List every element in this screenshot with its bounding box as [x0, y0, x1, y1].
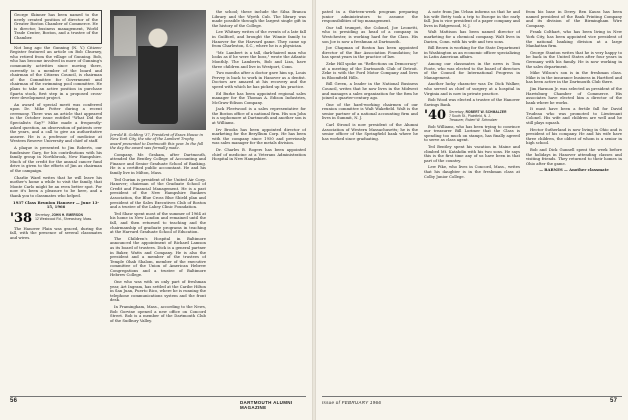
paragraph: An award of special merit was conferred upon Dr. Mike Potter during a recent ceremony. There was an article that appeared in the October issue entitled "What Did the Specialists Say?" Mike made a frequently-asked question, an observation of patients over the years, and a call to give an authoritative answer. He is a professor of medicine at Western Reserve University and chief of staff.	[10, 101, 102, 144]
paragraph: The Hanover Plain was graced, during the fall, with the presence of several classmates and wives.	[10, 225, 102, 240]
secretary-role: Secretary	[35, 212, 50, 217]
paragraph: Bill Green, a leader in the National Business Council, writes that he now lives in the Midwest and manages a sales organization for the firm he joined a quarter-century ago.	[322, 81, 418, 101]
paragraph: Irv Brooks has been appointed director of marketing for the Beryllium Corp. He has been with the company since 1950 and previously was sales manager for the metals division.	[212, 126, 306, 146]
reunion-notice: 1937 Class Reunion Hanover — June 13-15, 1966	[13, 199, 99, 210]
paragraph: the school; these include the Silsa Branca Library and the Wyeth Cub. The library was made possible through the largest single gift in the history of the College.	[212, 10, 306, 28]
paragraph: Bob Williams, who has been trying to convince our treasurer Bill Lorimer that the Class is spending too much on stamps, has finally agreed to serve as class agent.	[424, 123, 520, 143]
portrait-photo	[110, 10, 206, 130]
paragraph: Zeke Hill spoke on "Reflections on Democracy" at a meeting of the Dartmouth Club of Detroit. Zeke is with the Ford Motor Company and lives in Bloomfield Hills.	[322, 60, 418, 80]
paragraph: Not long ago the Gunning (N. Y.) Citizen-Register featured an article on Bob Churney, who retired from the village of Gunning. Bob, who has become involved in more of Gunning's community activities since moving there, currently is a member of the board and chairman of the Citizens Council, is chairman of the Committee for Government and chairman of the swimming pool committee. He plans to take an active position in purchase Sparta stock, first step in a proposed cross-river development project.	[10, 44, 102, 101]
paragraph: pated in a thirteen-week program preparing junior administrators to assume the responsibilities of top management.	[322, 10, 418, 24]
photo-figure	[138, 24, 178, 124]
paragraph: Charlie Ward writes that he will leave his mother's home a while to visit the family, that Monte Carlo might be an even better spot. For now it's been a pleasure to be here, and a thank you to classmates who helped.	[10, 174, 102, 198]
paragraph: George Stanton writes that he is very happy to be back in the United States after four years in Germany with his family. He is now working in the sales department.	[526, 49, 622, 69]
paragraph: Mike Wilson's son is in the freshman class. Mike is in the insurance business in Hartford and has been active in the Dartmouth Club there.	[526, 70, 622, 85]
paragraph: Our tall trumpet, the Colonel, Joe Leonetti, who is presiding as head of a company in Westchester, is working hard for the Class. His son Joe is now a freshman at Dartmouth.	[322, 24, 418, 44]
paragraph: Company. Mr. Graham, after Dartmouth, attended the Bentley College of Accounting and Finance and Senior Graduate School of Banking. He is a certified public accountant. He and his family live in Milton, Mass.	[110, 151, 206, 175]
page-number-left: 56	[10, 398, 18, 404]
left-column-2	[110, 10, 206, 390]
left-page	[0, 0, 312, 420]
paragraph: Joe Chapman of Boston has been appointed director of the Bar Association Foundation; he has spent years in the practice of law.	[322, 45, 418, 60]
paragraph: Frank Colthart, who has been living in New York City, has been appointed vice president of the national banking division at a large Manhattan firm.	[526, 29, 622, 49]
paragraph: Another lucky character was Dr. Dick Walker, who served as chief of surgery at a hospital in Virginia and is now in private practice.	[424, 81, 520, 96]
right-page	[316, 0, 628, 420]
paragraph: Among our classmates in the news is Tom Foote, who was elected to the board of directors of the Council for International Progress in Management.	[424, 60, 520, 80]
paragraph: Bob and Dick Gunnell spent the week before the holidays in Hanover attending classes and visiting friends. They returned to their homes in Ohio after the game.	[526, 147, 622, 166]
secretary-address: 12 Westwood Rd., Shrewsbury, Mass.	[35, 216, 93, 221]
paragraph: One of the hard-working chairmen of our reunion committee is Walt Wakefield. Walt is the senior partner of a national accounting firm and lives in Summit, N. J.	[322, 101, 418, 121]
paragraph: Ted Bentley spent his vacation in Maine and climbed Mt. Katahdin with his two sons. He says this is the first time any of us have been in that part of the country.	[424, 144, 520, 163]
paragraph: Ed Burke has been appointed regional sales manager for the Thomas A. Edison Industries, McGraw-Edison Company.	[212, 90, 306, 105]
issue-label: Issue of FEBRUARY 1966	[322, 400, 382, 405]
secretary-name: JOHN H. EMERSON	[51, 212, 84, 217]
paragraph: Two months after a doctor gave him up, Louis Pervey is back to work in Hanover as a dentist. Doctors are amazed at his recovery and the speed with which he has picked up his practice.	[212, 70, 306, 89]
footer-rule	[10, 396, 306, 397]
paragraph: Ted Shaw spent most of the summer of 1964 at his home in New London and remained until the fall, and then returned to teaching and the chairmanship of graduate programs in teaching at the Harvard Graduate School of Education.	[110, 210, 206, 235]
paragraph: from his base in Derry. Ben Kauss has been named president of the Bank Printing Company and its division of the Birmingham Wire Company.	[526, 10, 622, 28]
class-secretary: Secretary, JOHN H. EMERSON 12 Westwood Rd., Shrewsbury, Mass.	[35, 212, 93, 221]
photo-background	[114, 16, 136, 56]
secretary-name: ROBERT W. SCHMALZER	[465, 110, 507, 115]
paragraph: "Mr. Lambert is a tall, dark-haired man who looks as if he were the boss," wrote the Atlantic Monthly. The Lamberts, Bob and Liza, have three children and live in Westport, Conn.	[212, 49, 306, 69]
paragraph: Lew Pike, who lives in Concord, Mass., writes that his daughter is in the freshman class at Colby Junior College.	[424, 164, 520, 179]
paragraph: Bob Wood was elected a trustee of the Hanover Savings Bank.	[424, 97, 520, 107]
paragraph: Lee Whitney writes of the events of a late fall in Guilford, and brought the Winnie family to Hanover for the Harvard game. They came up from Charleston, S.C., where he is a physician.	[212, 29, 306, 49]
paragraph: It must have been a fertile fall for David Trudeau who was promoted to Lieutenant Colonel. His wife and children are well and he still plays squash.	[526, 106, 622, 126]
footer-rule	[322, 396, 622, 397]
paragraph: A note from Jim Urban informs us that he and his wife Betty took a trip to Europe in the early fall. Jim is vice president of a paper company and lives in Ridgewood, N. J.	[424, 10, 520, 28]
column-end-marker: — BARNES — Another classmate	[539, 167, 609, 173]
right-column-3	[526, 10, 622, 390]
photo-caption: Jerrold B. Golding '37, President of Essex House in New York City, the site of the Lambert Trophy award presented to Dartmouth this year. In the fall the day the award was formally made.	[110, 133, 204, 151]
paragraph: Walt Mattison has been named director of marketing for a chemical company. Walt lives in Darien, Conn. with his wife and two sons.	[424, 29, 520, 44]
class-heading-40	[424, 110, 520, 122]
paragraph: Carl Stroud is now president of the Alumni Association of Western Massachusetts; he is the senior officer of the Springfield bank where he has worked since graduating.	[322, 122, 418, 141]
class-year: '38	[10, 210, 33, 226]
paragraph: Hector Sutherland is now living in Ohio and is president of his company. He and his wife have three children, the oldest of whom is a senior in high school.	[526, 126, 622, 146]
right-column-2	[424, 10, 520, 390]
paragraph: Bill Brown is working for the State Department in Washington as an economic officer specializing in Latin American affairs.	[424, 45, 520, 60]
class-year: '40	[424, 108, 447, 124]
paragraph: Ted Gurian is president of the United Air Corp. Hanover; chairman of the Graduate School of Credit and Financial Management. He is a past president of the New Hampshire Bankers Association, the Blue Cross Blue Shield plan and president of the Sales Executives Club of Boston and a trustee of the Lahey Clinic Foundation.	[110, 176, 206, 210]
page-number-right: 57	[610, 398, 618, 404]
paragraph: In Framingham, Mass., according to the News, Bob Gorvine opened a new office on Concord Street. Bob is a member of the Dartmouth Club of the Sudbury Valley.	[110, 304, 206, 323]
class-secretary: Secretary, ROBERT W. SCHMALZER 7 South St., Plainfield, N. J. Treasurer, Robert W. Schmalzer	[449, 110, 507, 122]
secretary-address: 7 South St., Plainfield, N. J.	[449, 114, 491, 119]
paragraph: Dr. Charles B. Rogers has been appointed chief of medicine at a Veterans Administration Hospital in New Hampshire.	[212, 147, 306, 162]
right-column-1	[322, 10, 418, 390]
class-heading-38	[10, 210, 102, 226]
paragraph: The Children's Hospital in Baltimore announced the appointment of Richard Lamson as its board of trustees. Dick is a general partner in Baker, Watts and Company. He is also the president and a member of the trustees of Temple Ohab Shalom, member of the executive committee of the Union of American Hebrew Congregations and a trustee of Baltimore Hebrew College.	[110, 235, 206, 278]
paragraph: Jim Harmon Jr. was selected as president of the Harrisburg Chamber of Commerce. His associates have elected him a director of the bank where he works.	[526, 85, 622, 105]
paragraph: Jack Fleetwood is a sales representative for the Boston office of a national firm. His son John is a sophomore at Dartmouth and another son is at Williams.	[212, 106, 306, 126]
boxed-note: George Skinner has been named to the newly created position of director of the Greater Boston Chamber of Commerce. He is director, business management, World Trade Center, Boston, and a trustee of the Chamber.	[10, 10, 102, 44]
magazine-name: DARTMOUTH ALUMNI MAGAZINE	[240, 400, 293, 410]
left-column-1	[10, 10, 102, 390]
secretary-role: Secretary	[449, 110, 464, 115]
left-column-3	[212, 10, 306, 390]
paragraph: One who was with us only part of freshman year, Art Ingram, has settled at the Caribe Hilton in San Juan, Puerto Rico, where he is running the telephone communications system and the front desk.	[110, 279, 206, 303]
treasurer-line: Treasurer, Robert W. Schmalzer	[449, 117, 498, 122]
paragraph: A plaque is presented to Jim Roberts, our fundraiser Gary, for his contributions with his family group in Northbrook, New Hampshire. Much of the credit for the annual cancer fund drive is given to the efforts of Jim as chairman of the campaign.	[10, 145, 102, 173]
